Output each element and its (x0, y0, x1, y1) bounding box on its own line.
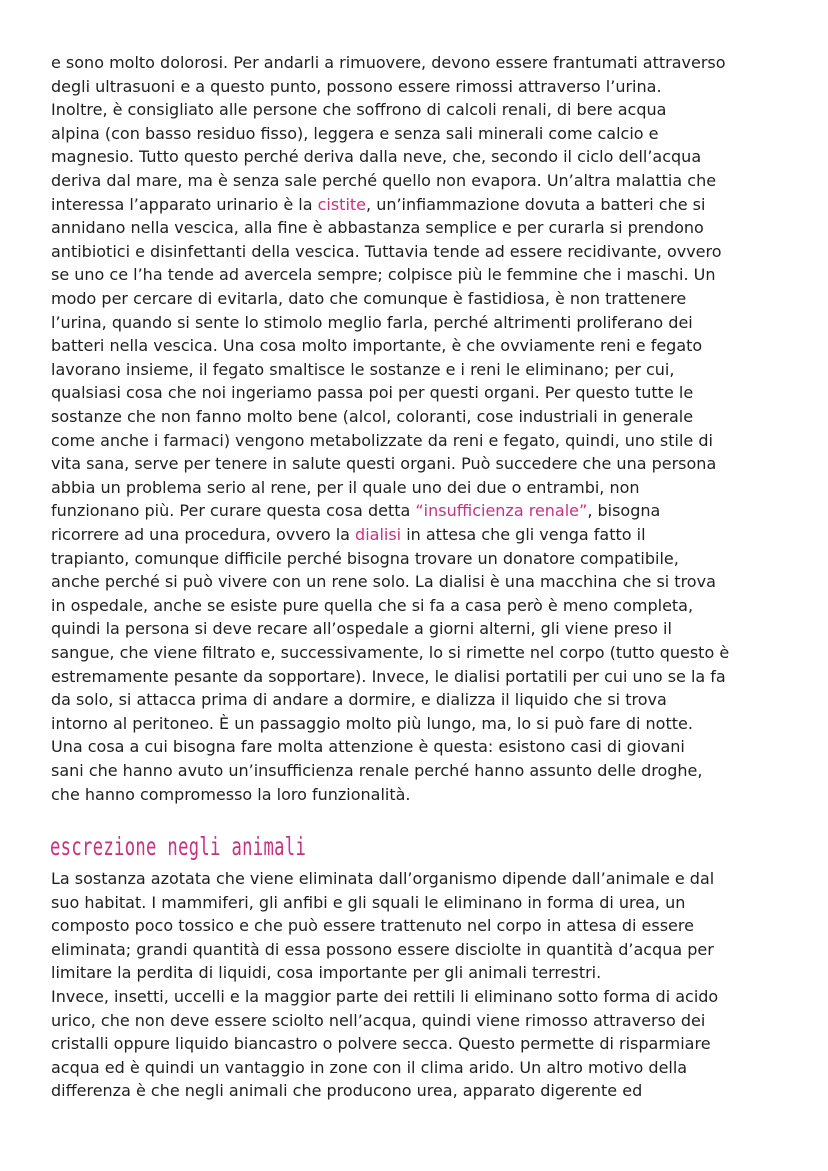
text-line: antibiotici e disinfettanti della vescica. Tuttavia tende ad essere recidivante, ovvero (51, 241, 722, 261)
text-line: sostanze che non fanno molto bene (alcol, coloranti, cose industriali in generale (51, 407, 694, 426)
text-line: da solo, si attacca prima di andare a dormire, e dializza il liquido che si trova (51, 690, 667, 710)
text-line: urico, che non deve essere sciolto nell’acqua, quindi viene rimosso attraverso dei (51, 1010, 706, 1030)
text-line: Una cosa a cui bisogna fare molta attenzione è questa: esistono casi di giovani (51, 737, 685, 757)
text-line: degli ultrasuoni e a questo punto, possono essere rimossi attraverso l’urina. (51, 76, 662, 96)
text-line: cristalli oppure liquido biancastro o polvere secca. Questo permette di risparmiare (51, 1034, 711, 1054)
text-segment: , un’infiammazione dovuta a batteri che si (366, 194, 706, 214)
text-line (51, 193, 705, 217)
text-line: differenza è che negli animali che producono urea, apparato digerente ed (51, 1081, 643, 1101)
text-line: come anche i farmaci) vengono metabolizzate da reni e fegato, quindi, uno stile di (51, 430, 713, 450)
text-line: suo habitat. I mammiferi, gli anfibi e gli squali le eliminano in forma di urea, un (51, 892, 686, 912)
text-segment: in attesa che gli venga fatto il (401, 525, 646, 544)
highlighted-term: dialisi (355, 525, 402, 544)
text-line: qualsiasi cosa che noi ingeriamo passa poi per questi organi. Per questo tutte le (51, 383, 694, 403)
text-line: e sono molto dolorosi. Per andarli a rimuovere, devono essere frantumati attraverso (51, 53, 726, 72)
text-line: quindi la persona si deve recare all’ospedale a giorni alterni, gli viene preso il (51, 619, 672, 639)
text-line: composto poco tossico e che può essere trattenuto nel corpo in attesa di essere (51, 916, 694, 936)
section-heading: escrezione negli animali (50, 832, 307, 861)
highlighted-term: cistite (317, 194, 367, 214)
text-line: che hanno compromesso la loro funzionalità. (51, 784, 411, 804)
text-line: annidano nella vescica, alla fine è abbastanza semplice e per curarla si prendono (51, 218, 704, 238)
text-line: alpina (con basso residuo fisso), leggera e senza sali minerali come calcio e (51, 123, 659, 143)
text-line: intorno al peritoneo. È un passaggio molto più lungo, ma, lo si può fare di notte. (51, 713, 693, 733)
text-line: estremamente pesante da sopportare). Invece, le dialisi portatili per cui uno se la fa (51, 666, 726, 686)
text-line: vita sana, serve per tenere in salute questi organi. Può succedere che una persona (51, 454, 717, 474)
text-segment: ricorrere ad una procedura, ovvero la (51, 525, 356, 544)
text-segment: , bisogna (587, 501, 661, 521)
text-line: acqua ed è quindi un vantaggio in zone con il clima arido. Un altro motivo della (51, 1057, 688, 1077)
highlighted-term: “insufficienza renale” (415, 501, 588, 521)
text-line: l’urina, quando si sente lo stimolo meglio farla, perché altrimenti proliferano dei (51, 312, 693, 332)
text-line: lavorano insieme, il fegato smaltisce le sostanze e i reni le eliminano; per cui, (51, 359, 675, 379)
text-segment: interessa l’apparato urinario è la (51, 194, 318, 214)
text-line: deriva dal mare, ma è senza sale perché quello non evapora. Un’altra malattia che (51, 171, 717, 190)
text-line: magnesio. Tutto questo perché deriva dalla neve, che, secondo il ciclo dell’acqua (51, 147, 702, 167)
text-line: Inoltre, è consigliato alle persone che soffrono di calcoli renali, di bere acqua (51, 100, 667, 120)
text-line: in ospedale, anche se esiste pure quella che si fa a casa però è meno completa, (51, 595, 694, 615)
text-line: anche perché si può vivere con un rene solo. La dialisi è una macchina che si trova (51, 572, 716, 592)
text-segment: funzionano più. Per curare questa cosa detta (51, 501, 416, 521)
text-line: trapianto, comunque difficile perché bisogna trovare un donatore compatibile, (51, 548, 679, 568)
text-line: sani che hanno avuto un’insufficienza renale perché hanno assunto delle droghe, (51, 761, 703, 780)
text-line: limitare la perdita di liquidi, cosa importante per gli animali terrestri. (51, 963, 602, 983)
text-line: abbia un problema serio al rene, per il quale uno dei due o entrambi, non (51, 477, 640, 497)
text-line: sangue, che viene filtrato e, successivamente, lo si rimette nel corpo (tutto questo è (51, 643, 730, 662)
text-line: La sostanza azotata che viene eliminata dall’organismo dipende dall’animale e dal (51, 869, 715, 888)
text-line: batteri nella vescica. Una cosa molto importante, è che ovviamente reni e fegato (51, 336, 703, 356)
text-line: se uno ce l’ha tende ad avercela sempre; colpisce più le femmine che i maschi. Un (51, 265, 716, 285)
text-line: modo per cercare di evitarla, dato che comunque è fastidiosa, è non trattenere (51, 289, 687, 308)
text-line: Invece, insetti, uccelli e la maggior parte dei rettili li eliminano sotto forma di acido (51, 987, 719, 1006)
text-line (51, 523, 646, 547)
text-line (51, 499, 660, 523)
text-line: eliminata; grandi quantità di essa possono essere disciolte in quantità d’acqua per (51, 939, 714, 959)
